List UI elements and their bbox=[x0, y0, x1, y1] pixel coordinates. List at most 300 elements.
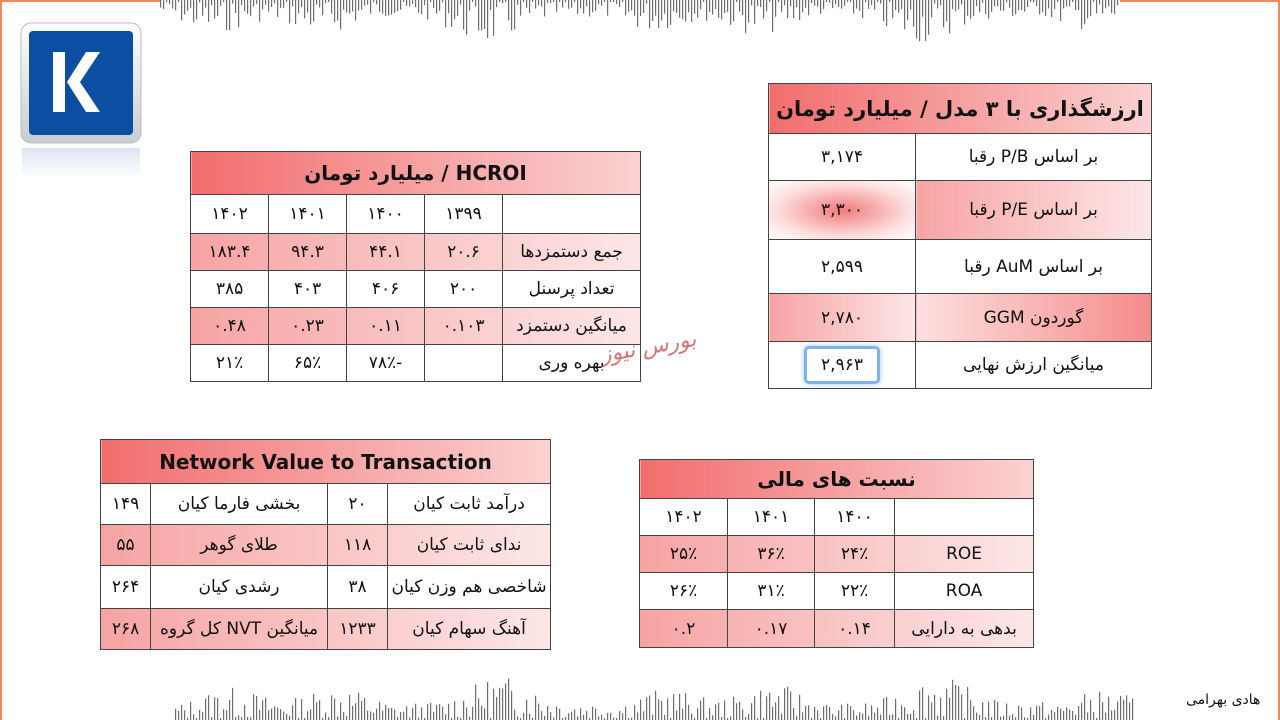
waveform-bar bbox=[742, 0, 743, 15]
waveform-bar bbox=[655, 691, 656, 720]
waveform-bar bbox=[397, 0, 398, 11]
waveform-bar bbox=[934, 0, 935, 4]
waveform-bar bbox=[391, 708, 392, 720]
waveform-bar bbox=[268, 710, 269, 720]
waveform-bar bbox=[631, 0, 632, 10]
waveform-bar bbox=[637, 0, 638, 27]
waveform-bar bbox=[259, 710, 260, 720]
waveform-bar bbox=[1018, 706, 1019, 720]
waveform-bar bbox=[1105, 713, 1106, 720]
waveform-bar bbox=[1090, 700, 1091, 720]
waveform-bar bbox=[511, 691, 512, 720]
waveform-bar bbox=[223, 709, 224, 720]
waveform-bar bbox=[529, 0, 530, 13]
waveform-bar bbox=[823, 706, 824, 720]
waveform-bar bbox=[925, 0, 926, 41]
waveform-bar bbox=[361, 701, 362, 720]
waveform-bar bbox=[505, 0, 506, 2]
waveform-bar bbox=[1015, 0, 1016, 14]
waveform-bar bbox=[406, 706, 407, 720]
waveform-bar bbox=[829, 707, 830, 720]
waveform-bar bbox=[193, 0, 194, 22]
waveform-bar bbox=[574, 710, 575, 720]
waveform-bar bbox=[1048, 0, 1049, 8]
nvt-fund-value: ۲۰ bbox=[328, 484, 388, 525]
waveform-bar bbox=[766, 0, 767, 11]
waveform-bar bbox=[931, 0, 932, 17]
waveform-bar bbox=[436, 705, 437, 720]
waveform-bar bbox=[595, 0, 596, 11]
hcroi-year: ۱۳۹۹ bbox=[425, 195, 503, 234]
waveform-bar bbox=[232, 0, 233, 4]
waveform-bar bbox=[877, 0, 878, 2]
waveform-bar bbox=[1108, 0, 1109, 6]
waveform-bar bbox=[790, 691, 791, 720]
waveform-bar bbox=[478, 0, 479, 30]
waveform-bar bbox=[961, 0, 962, 4]
waveform-bar bbox=[643, 0, 644, 13]
waveform-bar bbox=[181, 705, 182, 720]
waveform-bar bbox=[1024, 0, 1025, 12]
waveform-bar bbox=[376, 0, 377, 4]
ratios-year: ۱۴۰۰ bbox=[815, 499, 895, 536]
waveform-bar bbox=[403, 0, 404, 2]
waveform-bar bbox=[982, 0, 983, 3]
waveform-bar bbox=[739, 0, 740, 12]
waveform-bar bbox=[229, 0, 230, 30]
waveform-bar bbox=[1057, 707, 1058, 720]
waveform-bar bbox=[358, 0, 359, 10]
waveform-bar bbox=[430, 703, 431, 720]
waveform-bar bbox=[583, 715, 584, 720]
waveform-bar bbox=[307, 711, 308, 720]
valuation-value-ggm: ۲,۷۸۰ bbox=[769, 294, 916, 342]
waveform-bar bbox=[1108, 697, 1109, 720]
waveform-bar bbox=[967, 687, 968, 720]
waveform-bar bbox=[433, 0, 434, 8]
waveform-bar bbox=[466, 707, 467, 720]
waveform-bar bbox=[736, 0, 737, 2]
waveform-bar bbox=[427, 0, 428, 19]
waveform-bar bbox=[1021, 708, 1022, 720]
waveform-bar bbox=[790, 0, 791, 6]
waveform-bar bbox=[541, 711, 542, 720]
hcroi-cell: -۷۸٪ bbox=[347, 345, 425, 382]
hcroi-cell: ۲۰۰ bbox=[425, 271, 503, 308]
waveform-bar bbox=[667, 698, 668, 720]
waveform-bar bbox=[772, 707, 773, 720]
hcroi-year: ۱۴۰۱ bbox=[269, 195, 347, 234]
hcroi-cell: ۰.۲۳ bbox=[269, 308, 347, 345]
waveform-bar bbox=[253, 694, 254, 720]
waveform-bar bbox=[565, 0, 566, 2]
waveform-bar bbox=[985, 0, 986, 14]
waveform-bar bbox=[562, 0, 563, 7]
waveform-bar bbox=[265, 0, 266, 5]
waveform-bar bbox=[1030, 707, 1031, 720]
waveform-bar bbox=[742, 709, 743, 720]
waveform-bar bbox=[535, 696, 536, 720]
waveform-bar bbox=[646, 0, 647, 4]
waveform-bar bbox=[697, 708, 698, 720]
waveform-bar bbox=[889, 715, 890, 720]
waveform-bar bbox=[781, 714, 782, 720]
waveform-bar bbox=[667, 0, 668, 28]
waveform-bar bbox=[796, 0, 797, 7]
waveform-bar bbox=[544, 0, 545, 16]
waveform-bar bbox=[664, 715, 665, 720]
waveform-bar bbox=[652, 715, 653, 720]
waveform-bar bbox=[640, 0, 641, 16]
hcroi-table bbox=[190, 151, 641, 382]
hcroi-year: ۱۴۰۰ bbox=[347, 195, 425, 234]
waveform-bar bbox=[901, 705, 902, 720]
waveform-bar bbox=[787, 687, 788, 720]
waveform-bar bbox=[847, 0, 848, 2]
waveform-bar bbox=[352, 0, 353, 11]
waveform-bar bbox=[538, 704, 539, 720]
waveform-bar bbox=[190, 702, 191, 720]
waveform-bar bbox=[661, 0, 662, 21]
nvt-fund-value: ۳۸ bbox=[328, 566, 388, 609]
waveform-bar bbox=[691, 0, 692, 22]
waveform-bar bbox=[1000, 717, 1001, 720]
waveform-bar bbox=[949, 0, 950, 33]
waveform-bar bbox=[502, 688, 503, 720]
waveform-bar bbox=[481, 0, 482, 30]
valuation-label-ggm: گوردون GGM bbox=[916, 294, 1152, 342]
waveform-bar bbox=[976, 0, 977, 6]
waveform-bar bbox=[595, 709, 596, 720]
waveform-bar bbox=[700, 0, 701, 9]
valuation-value-pb: ۳,۱۷۴ bbox=[769, 134, 916, 181]
waveform-bar bbox=[904, 0, 905, 29]
waveform-bar bbox=[676, 0, 677, 13]
waveform-bar bbox=[685, 0, 686, 22]
waveform-bar bbox=[1012, 714, 1013, 720]
waveform-bar bbox=[841, 705, 842, 720]
waveform-bar bbox=[673, 0, 674, 11]
waveform-bar bbox=[580, 0, 581, 8]
waveform-bar bbox=[739, 702, 740, 720]
waveform-bar bbox=[367, 0, 368, 5]
waveform-bar bbox=[1123, 700, 1124, 720]
waveform-bar bbox=[454, 701, 455, 720]
waveform-bar bbox=[1063, 711, 1064, 720]
waveform-bar bbox=[487, 682, 488, 720]
valuation-value-final-cell bbox=[769, 342, 916, 389]
waveform-bar bbox=[388, 0, 389, 16]
waveform-bar bbox=[355, 703, 356, 720]
waveform-bar bbox=[448, 0, 449, 13]
waveform-bar bbox=[613, 0, 614, 2]
author-name: هادی بهرامی bbox=[1186, 692, 1261, 708]
waveform-bar bbox=[664, 0, 665, 14]
waveform-bar bbox=[625, 707, 626, 720]
waveform-bar bbox=[1003, 716, 1004, 720]
waveform-bar bbox=[601, 0, 602, 6]
waveform-bar bbox=[358, 693, 359, 720]
waveform-bar bbox=[193, 714, 194, 720]
waveform-bar bbox=[652, 0, 653, 21]
waveform-bar bbox=[334, 0, 335, 22]
waveform-bar bbox=[733, 0, 734, 21]
waveform-bar bbox=[343, 0, 344, 10]
waveform-bar bbox=[1009, 716, 1010, 720]
waveform-bar bbox=[439, 0, 440, 11]
waveform-bar bbox=[259, 0, 260, 22]
waveform-bar bbox=[514, 710, 515, 720]
waveform-bar bbox=[1090, 0, 1091, 16]
waveform-bar bbox=[967, 0, 968, 16]
waveform-bar bbox=[184, 710, 185, 720]
waveform-bar bbox=[184, 0, 185, 14]
hcroi-title: HCROI / میلیارد تومان bbox=[191, 152, 641, 195]
waveform-bar bbox=[484, 0, 485, 29]
waveform-bar bbox=[796, 716, 797, 720]
waveform-bar bbox=[400, 0, 401, 10]
waveform-bar bbox=[310, 0, 311, 24]
waveform-bar bbox=[859, 0, 860, 11]
waveform-bar bbox=[955, 0, 956, 11]
hcroi-row-label: جمع دستمزدها bbox=[503, 234, 641, 271]
waveform-bar bbox=[715, 704, 716, 720]
waveform-bar bbox=[634, 0, 635, 16]
waveform-bar bbox=[628, 0, 629, 12]
hcroi-row-label: تعداد پرسنل bbox=[503, 271, 641, 308]
waveform-bar bbox=[826, 705, 827, 720]
waveform-bar bbox=[1003, 0, 1004, 11]
waveform-bar bbox=[244, 705, 245, 720]
waveform-bar bbox=[859, 712, 860, 720]
waveform-bar bbox=[496, 697, 497, 720]
waveform-bar bbox=[805, 706, 806, 720]
waveform-bar bbox=[526, 0, 527, 8]
waveform-bar bbox=[550, 712, 551, 720]
waveform-bar bbox=[1039, 706, 1040, 720]
waveform-bar bbox=[253, 0, 254, 7]
waveform-bar bbox=[958, 0, 959, 10]
waveform-bar bbox=[421, 0, 422, 14]
waveform-bar bbox=[202, 0, 203, 16]
waveform-bar bbox=[190, 0, 191, 8]
waveform-bar bbox=[700, 700, 701, 720]
top-edge-line-right bbox=[1120, 0, 1280, 2]
watermark-text: بورس نیوز bbox=[598, 326, 699, 369]
waveform-bar bbox=[913, 0, 914, 27]
waveform-bar bbox=[1030, 0, 1031, 2]
valuation-value-aum: ۲,۵۹۹ bbox=[769, 240, 916, 294]
hcroi-cell bbox=[425, 345, 503, 382]
waveform-bar bbox=[1039, 0, 1040, 14]
waveform-bar bbox=[214, 697, 215, 720]
waveform-bar bbox=[316, 702, 317, 720]
waveform-bar bbox=[361, 0, 362, 10]
waveform-bar bbox=[394, 710, 395, 720]
waveform-bar bbox=[1054, 0, 1055, 9]
waveform-bar bbox=[280, 709, 281, 720]
waveform-bar bbox=[769, 0, 770, 2]
waveform-bar bbox=[673, 694, 674, 720]
waveform-bar bbox=[1114, 0, 1115, 14]
waveform-bar bbox=[484, 708, 485, 720]
waveform-bar bbox=[496, 0, 497, 7]
waveform-bar bbox=[910, 714, 911, 720]
waveform-bar bbox=[853, 710, 854, 720]
ratios-row-label: ROA bbox=[895, 573, 1034, 610]
waveform-bar bbox=[1027, 0, 1028, 7]
ratios-row-label: بدهی به دارایی bbox=[895, 610, 1034, 648]
waveform-bar bbox=[958, 686, 959, 720]
waveform-bar bbox=[226, 710, 227, 720]
waveform-bar bbox=[244, 0, 245, 11]
waveform-bar bbox=[1129, 703, 1130, 720]
waveform-bar bbox=[949, 698, 950, 720]
waveform-bar bbox=[307, 0, 308, 13]
waveform-bar bbox=[1117, 0, 1118, 5]
waveform-bar bbox=[709, 708, 710, 720]
waveform-bar bbox=[685, 693, 686, 720]
waveform-bar bbox=[286, 0, 287, 2]
waveform-bar bbox=[871, 705, 872, 720]
waveform-bar bbox=[550, 0, 551, 3]
waveform-bar bbox=[274, 706, 275, 720]
waveform-bar bbox=[328, 0, 329, 2]
waveform-bar bbox=[1066, 0, 1067, 6]
waveform-bar bbox=[1006, 704, 1007, 720]
waveform-bar bbox=[997, 0, 998, 6]
left-edge-line bbox=[0, 0, 2, 720]
waveform-bar bbox=[271, 709, 272, 720]
waveform-bar bbox=[1087, 0, 1088, 18]
waveform-bar bbox=[598, 716, 599, 720]
waveform-bar bbox=[793, 0, 794, 18]
waveform-bar bbox=[223, 0, 224, 2]
waveform-bar bbox=[481, 706, 482, 720]
waveform-bar bbox=[238, 0, 239, 27]
waveform-bar bbox=[1105, 0, 1106, 8]
waveform-bar bbox=[577, 0, 578, 14]
waveform-bar bbox=[277, 0, 278, 17]
waveform-bar bbox=[964, 0, 965, 24]
waveform-bar bbox=[532, 0, 533, 2]
valuation-value-final: ۲,۹۶۳ bbox=[804, 346, 880, 384]
ratios-year: ۱۴۰۱ bbox=[728, 499, 815, 536]
waveform-bar bbox=[163, 0, 164, 9]
nvt-fund-name: شاخصی هم وزن کیان bbox=[388, 566, 551, 609]
waveform-bar bbox=[250, 0, 251, 16]
waveform-bar bbox=[946, 689, 947, 720]
waveform-bar bbox=[718, 703, 719, 720]
waveform-bar bbox=[679, 694, 680, 720]
valuation-label-pe: بر اساس P/E رقبا bbox=[916, 181, 1152, 240]
nvt-fund-value: ۵۵ bbox=[101, 525, 151, 566]
waveform-bar bbox=[241, 0, 242, 5]
waveform-bar bbox=[736, 703, 737, 720]
waveform-bar bbox=[676, 711, 677, 720]
waveform-bar bbox=[751, 0, 752, 5]
valuation-label-aum: بر اساس AuM رقبا bbox=[916, 240, 1152, 294]
waveform-bar bbox=[256, 696, 257, 720]
hcroi-cell: ۶۵٪ bbox=[269, 345, 347, 382]
ratios-cell: ۳۶٪ bbox=[728, 536, 815, 573]
waveform-bar bbox=[934, 695, 935, 720]
waveform-bar bbox=[802, 0, 803, 12]
waveform-bar bbox=[919, 691, 920, 720]
valuation-label-final: میانگین ارزش نهایی bbox=[916, 342, 1152, 389]
waveform-bar bbox=[619, 711, 620, 720]
waveform-bar bbox=[646, 697, 647, 720]
waveform-bar bbox=[493, 0, 494, 36]
nvt-fund-name: درآمد ثابت کیان bbox=[388, 484, 551, 525]
waveform-bar bbox=[838, 0, 839, 7]
waveform-bar bbox=[343, 712, 344, 720]
waveform-bar bbox=[214, 0, 215, 19]
waveform-bar bbox=[442, 0, 443, 2]
waveform-bar bbox=[775, 702, 776, 720]
waveform-bar bbox=[1009, 0, 1010, 8]
waveform-bar bbox=[928, 695, 929, 720]
waveform-bar bbox=[319, 0, 320, 8]
waveform-bar bbox=[304, 0, 305, 18]
waveform-bar bbox=[1087, 713, 1088, 720]
waveform-bar bbox=[754, 696, 755, 720]
waveform-bar bbox=[475, 685, 476, 720]
waveform-bar bbox=[442, 707, 443, 720]
waveform-bar bbox=[472, 707, 473, 720]
waveform-bar bbox=[886, 0, 887, 26]
waveform-bar bbox=[625, 0, 626, 15]
hcroi-cell: ۲۰.۶ bbox=[425, 234, 503, 271]
waveform-bar bbox=[688, 0, 689, 12]
waveform-bar bbox=[520, 0, 521, 16]
waveform-bar bbox=[1114, 710, 1115, 720]
waveform-bar bbox=[556, 707, 557, 720]
hcroi-cell: ۹۴.۳ bbox=[269, 234, 347, 271]
waveform-bar bbox=[670, 0, 671, 25]
waveform-bar bbox=[292, 705, 293, 720]
waveform-bar bbox=[835, 716, 836, 720]
waveform-bar bbox=[835, 0, 836, 4]
nvt-fund-value: ۲۶۴ bbox=[101, 566, 151, 609]
waveform-bar bbox=[655, 0, 656, 16]
waveform-bar bbox=[961, 695, 962, 720]
waveform-bar bbox=[199, 710, 200, 720]
nvt-fund-name: ندای ثابت کیان bbox=[388, 525, 551, 566]
waveform-bar bbox=[895, 699, 896, 720]
waveform-bar bbox=[1057, 0, 1058, 2]
nvt-table bbox=[100, 439, 551, 650]
waveform-bar bbox=[187, 0, 188, 11]
waveform-bar bbox=[355, 0, 356, 21]
waveform-bar bbox=[418, 0, 419, 13]
hcroi-row-label: بهره وری bbox=[503, 345, 641, 382]
waveform-bar bbox=[994, 0, 995, 6]
waveform-bar bbox=[946, 0, 947, 21]
waveform-bar bbox=[568, 713, 569, 720]
waveform-bar bbox=[799, 0, 800, 20]
waveform-bar bbox=[502, 0, 503, 3]
waveform-bar bbox=[1096, 0, 1097, 13]
top-waveform-decoration bbox=[160, 0, 1120, 46]
top-edge-line-left bbox=[0, 0, 160, 2]
waveform-bar bbox=[616, 0, 617, 4]
waveform-bar bbox=[295, 0, 296, 24]
waveform-bar bbox=[601, 715, 602, 720]
waveform-bar bbox=[931, 702, 932, 720]
waveform-bar bbox=[301, 0, 302, 7]
waveform-bar bbox=[406, 0, 407, 6]
